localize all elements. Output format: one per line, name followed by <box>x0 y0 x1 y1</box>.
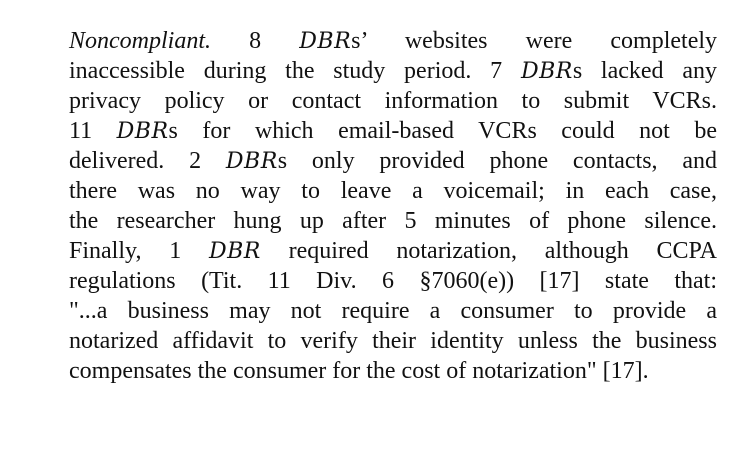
dbr-term: DBR <box>209 239 261 264</box>
text-line-2: inaccessible during the study period. 7 DBRs lacked any <box>69 58 717 84</box>
text-line-4: 11 DBRs for which email-based VCRs could not be <box>69 118 717 144</box>
text-line-1: Noncompliant. 8 DBRs’ websites were completely <box>69 28 718 54</box>
dbr-term: DBR <box>116 119 169 144</box>
paragraph <box>69 26 717 386</box>
lead-term: Noncompliant. <box>69 28 211 54</box>
text-line-8: Finally, 1 DBR required notarization, although CCPA <box>69 238 718 264</box>
text-line-6: there was no way to leave a voicemail; in each case, <box>69 178 717 204</box>
text-line-5: delivered. 2 DBRs only provided phone contacts, and <box>69 148 717 174</box>
text-line-12: compensates the consumer for the cost of notarization" [17]. <box>69 358 649 384</box>
dbr-term: DBR <box>225 149 278 174</box>
dbr-term: DBR <box>520 59 573 84</box>
dbr-term: DBR <box>299 29 352 54</box>
text-line-7: the researcher hung up after 5 minutes of phone silence. <box>69 208 717 234</box>
text-line-3: privacy policy or contact information to submit VCRs. <box>69 88 717 114</box>
text-line-10: "...a business may not require a consumer to provide a <box>69 298 717 324</box>
text-line-11: notarized affidavit to verify their identity unless the business <box>69 328 717 354</box>
text-line-9: regulations (Tit. 11 Div. 6 §7060(e)) [17] state that: <box>69 268 717 294</box>
